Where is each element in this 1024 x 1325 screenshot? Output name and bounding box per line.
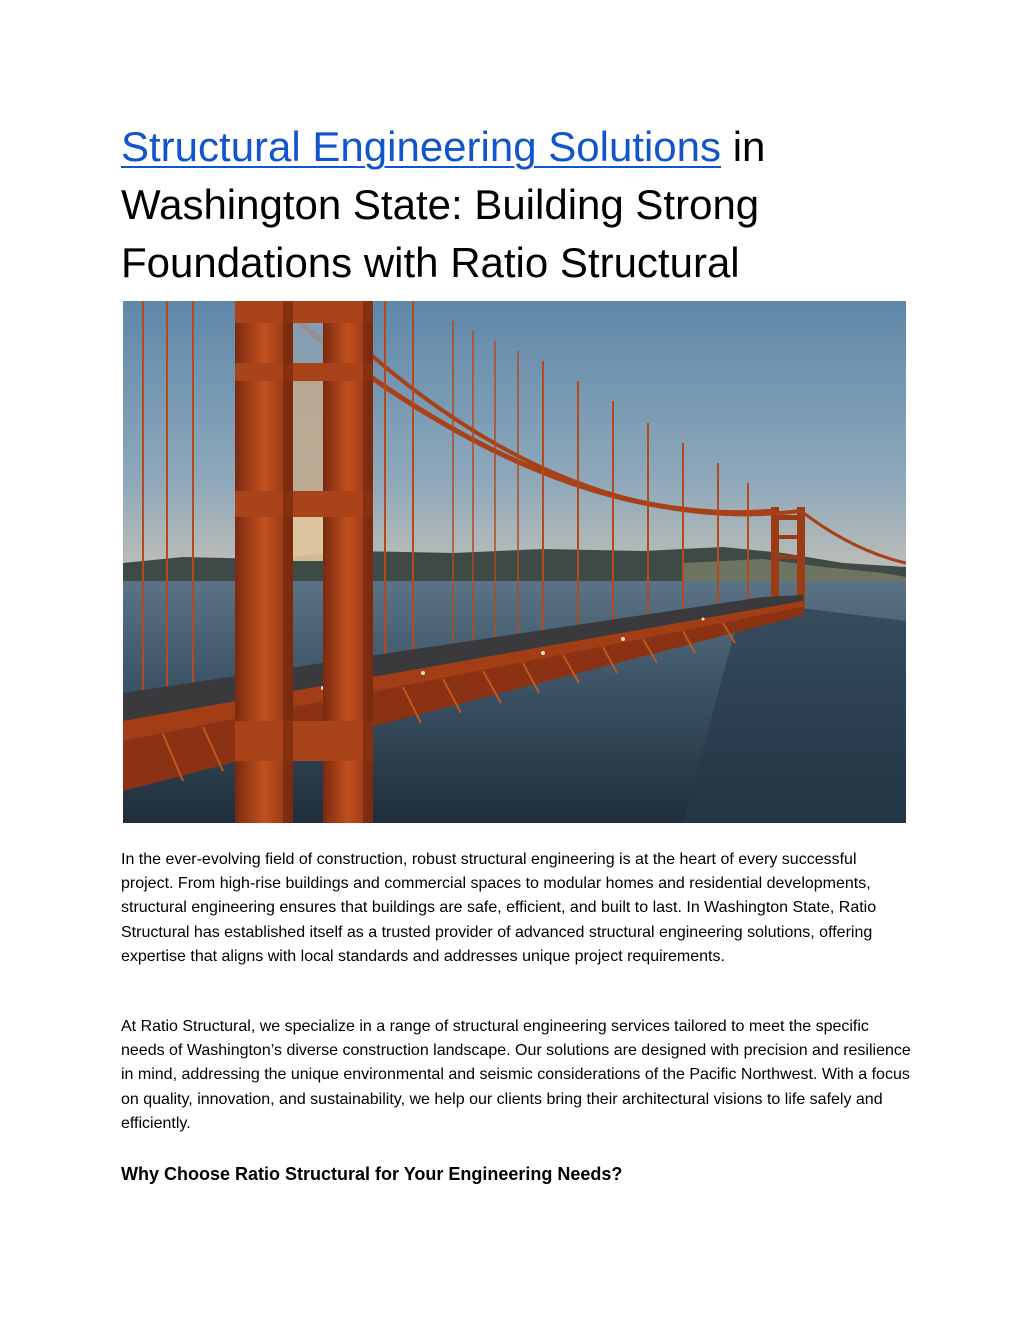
paragraph-intro: In the ever-evolving field of construction, robust structural engineering is at the heart of every successful project. From high-rise buildings and commercial spaces to modular homes and residential developments, structural engineering ensures that buildings are safe, efficient, and built to last. In Washington State, Ratio Structural has established itself as a trusted provider of advanced structural engineering solutions, offering expertise that aligns with local standards and addresses unique project requirements. (121, 851, 877, 965)
title-rest: in Washington State: Building Strong Foundations with Ratio Structural (121, 123, 766, 286)
title-link[interactable]: Structural Engineering Solutions (121, 123, 722, 170)
bridge-photo (123, 301, 906, 823)
bridge-illustration (123, 301, 906, 823)
paragraph-services: At Ratio Structural, we specialize in a range of structural engineering services tailored to meet the specific needs of Washington’s diverse construction landscape. Our solutions are designed with precision and resilience in mind, addressing the unique environmental and seismic considerations of the Pacific Northwest. With a focus on quality, innovation, and sustainability, we help our clients bring their architectural visions to life safely and efficiently. (121, 1018, 911, 1132)
section-heading: Why Choose Ratio Structural for Your Engineering Needs? (121, 1164, 623, 1184)
document-title (121, 118, 921, 292)
